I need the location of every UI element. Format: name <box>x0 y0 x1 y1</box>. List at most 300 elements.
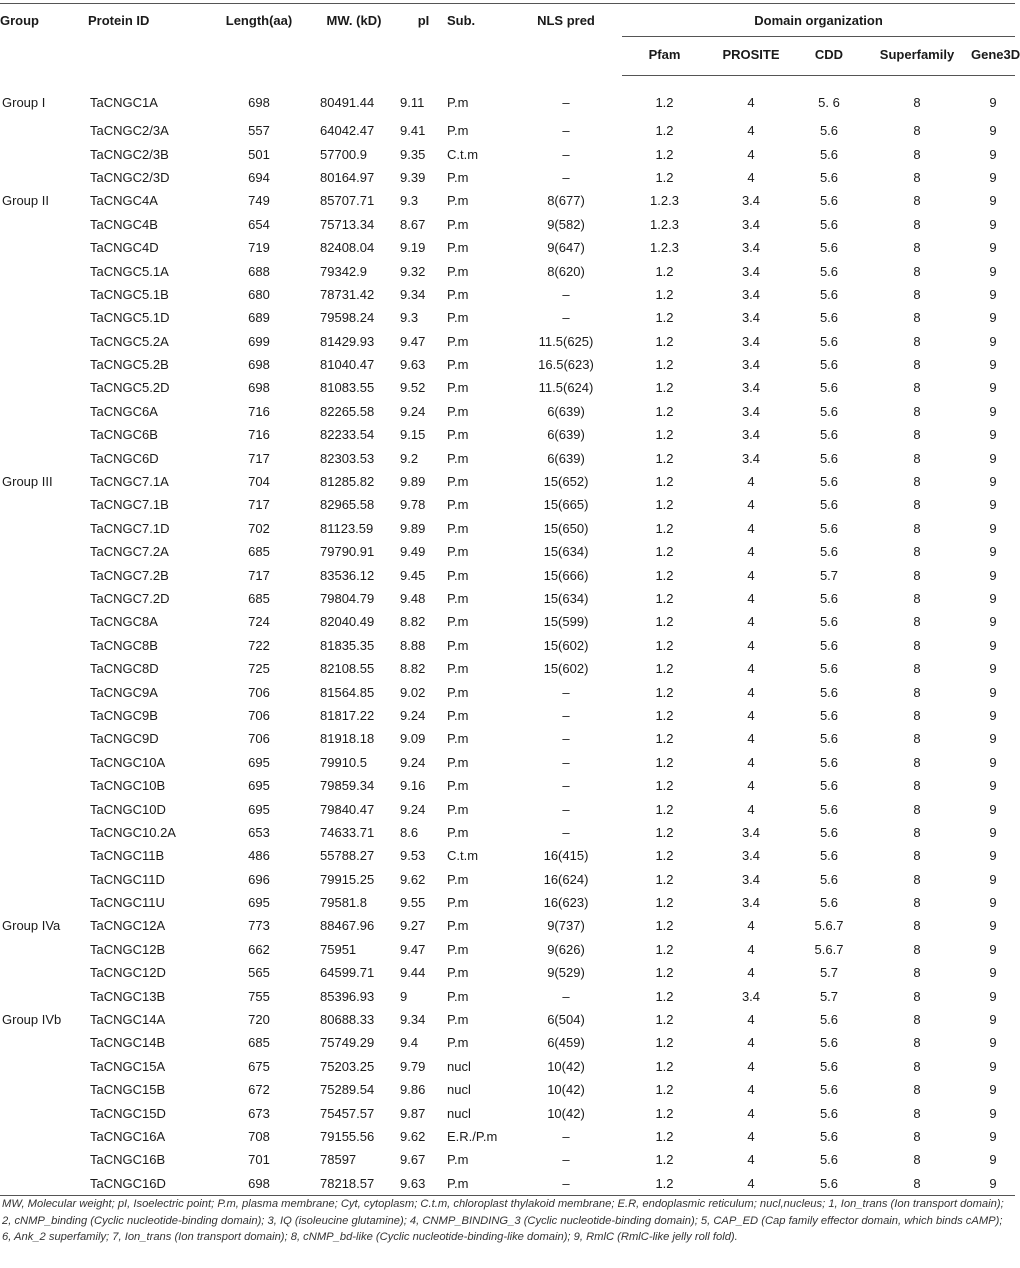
cdd-cell: 5.6 <box>819 707 839 723</box>
sub-cell: P.m <box>447 123 469 139</box>
gene3d-cell: 9 <box>989 380 997 396</box>
length-cell: 662 <box>248 941 270 957</box>
mw-cell: 64042.47 <box>320 123 375 139</box>
pfam-cell: 1.2 <box>655 1082 674 1098</box>
cdd-cell: 5.6 <box>819 380 839 396</box>
group-cell <box>0 119 88 142</box>
prosite-cell: 3.4 <box>741 310 761 326</box>
gene3d-cell: 9 <box>989 637 997 653</box>
table-row <box>0 751 1015 774</box>
table-row <box>0 1078 1015 1101</box>
sub-cell: P.m <box>447 1035 469 1051</box>
group-cell <box>0 400 88 423</box>
sub-cell: P.m <box>447 544 469 560</box>
nls-cell: 15(602) <box>543 637 589 653</box>
length-cell: 698 <box>248 357 270 373</box>
sub-cell: P.m <box>447 754 469 770</box>
prosite-cell: 4 <box>747 965 755 981</box>
nls-cell: 16(624) <box>543 871 589 887</box>
prosite-cell: 3.4 <box>741 988 761 1004</box>
sub-cell: P.m <box>447 661 469 677</box>
nls-cell: – <box>562 169 570 185</box>
mw-cell: 81429.93 <box>320 333 375 349</box>
mw-cell: 80491.44 <box>320 94 375 110</box>
pi-cell: 9.27 <box>400 918 426 934</box>
protein-id-cell: TaCNGC2/3B <box>90 146 169 162</box>
cdd-cell: 5.6 <box>819 450 839 466</box>
superfamily-cell: 8 <box>913 450 921 466</box>
pi-cell: 8.82 <box>400 661 426 677</box>
protein-id-cell: TaCNGC4D <box>90 240 159 256</box>
prosite-cell: 4 <box>747 1082 755 1098</box>
pfam-cell: 1.2 <box>655 1058 674 1074</box>
pi-cell: 9.24 <box>400 403 426 419</box>
superfamily-cell: 8 <box>913 871 921 887</box>
cdd-cell: 5.6 <box>819 286 839 302</box>
sub-cell: P.m <box>447 427 469 443</box>
table-row <box>0 76 1015 120</box>
prosite-cell: 4 <box>747 684 755 700</box>
group-cell: Group I <box>2 94 46 110</box>
group-cell <box>0 610 88 633</box>
gene3d-cell: 9 <box>971 1172 1015 1196</box>
sub-cell: nucl <box>447 1105 471 1121</box>
table-row <box>0 1172 1015 1196</box>
pi-cell: 8.88 <box>400 637 426 653</box>
pi-cell: 9.34 <box>400 286 426 302</box>
protein-id-cell: TaCNGC8A <box>90 614 158 630</box>
nls-cell: 16(415) <box>543 848 589 864</box>
length-cell: 749 <box>248 193 270 209</box>
protein-id-cell: TaCNGC11B <box>90 848 165 864</box>
group-cell <box>0 236 88 259</box>
gene3d-cell: 9 <box>989 965 997 981</box>
cdd-cell: 5.6 <box>819 146 839 162</box>
table-row <box>0 587 1015 610</box>
pfam-cell: 1.2 <box>655 1035 674 1051</box>
table-row <box>0 330 1015 353</box>
superfamily-cell: 8 <box>913 1082 921 1098</box>
pfam-cell: 1.2 <box>655 286 674 302</box>
gene3d-cell: 9 <box>989 895 997 911</box>
table-row <box>0 213 1015 236</box>
superfamily-cell: 8 <box>913 801 921 817</box>
length-cell: 716 <box>248 403 270 419</box>
length-cell: 565 <box>248 965 270 981</box>
prosite-cell: 3.4 <box>741 286 761 302</box>
mw-cell: 78731.42 <box>320 286 375 302</box>
pfam-cell: 1.2 <box>655 544 674 560</box>
mw-cell: 74633.71 <box>320 824 375 840</box>
nls-cell: 6(504) <box>547 1012 585 1028</box>
gene3d-cell: 9 <box>989 988 997 1004</box>
table-row <box>0 493 1015 516</box>
table-row <box>0 283 1015 306</box>
superfamily-cell: 8 <box>913 95 921 110</box>
length-cell: 557 <box>248 123 270 139</box>
length-cell: 695 <box>248 754 270 770</box>
prosite-cell: 4 <box>707 1172 795 1196</box>
protein-id-cell: TaCNGC7.2B <box>90 567 169 583</box>
group-cell <box>0 213 88 236</box>
gene3d-cell: 9 <box>989 286 997 302</box>
protein-id-cell: TaCNGC6D <box>90 450 159 466</box>
prosite-cell: 4 <box>747 637 755 653</box>
nls-cell: 10(42) <box>547 1058 585 1074</box>
prosite-cell: 4 <box>747 567 755 583</box>
cdd-cell: 5.6.7 <box>814 941 844 957</box>
length-cell: 717 <box>248 497 270 513</box>
gene3d-cell: 9 <box>989 1082 997 1098</box>
protein-id-cell: TaCNGC9D <box>90 731 159 747</box>
pfam-cell: 1.2 <box>655 941 674 957</box>
cdd-cell: 5.6 <box>819 1152 839 1168</box>
nls-cell: – <box>562 123 570 139</box>
superfamily-cell: 8 <box>913 661 921 677</box>
gene3d-cell: 9 <box>989 310 997 326</box>
cdd-cell: 5.7 <box>819 567 839 583</box>
protein-id-cell: TaCNGC2/3A <box>90 123 169 139</box>
cdd-cell: 5.6 <box>819 169 839 185</box>
pi-cell: 9.52 <box>400 380 426 396</box>
prosite-cell: 4 <box>747 95 755 110</box>
prosite-cell: 4 <box>747 123 755 139</box>
gene3d-cell: 9 <box>989 146 997 162</box>
table-row <box>0 540 1015 563</box>
group-cell <box>0 657 88 680</box>
sub-cell: P.m <box>447 707 469 723</box>
gene3d-cell: 9 <box>989 333 997 349</box>
pi-cell: 9.2 <box>400 450 419 466</box>
nls-cell: 16.5(623) <box>538 357 594 373</box>
group-cell <box>0 283 88 306</box>
prosite-cell: 4 <box>747 614 755 630</box>
protein-id-cell: TaCNGC15A <box>90 1058 166 1074</box>
group-cell <box>0 330 88 353</box>
gene3d-cell: 9 <box>989 544 997 560</box>
prosite-cell: 3.4 <box>741 895 761 911</box>
pfam-cell: 1.2 <box>655 965 674 981</box>
group-cell: Group IVb <box>2 1012 62 1028</box>
nls-cell: 15(666) <box>543 567 589 583</box>
cdd-cell: 5.6 <box>819 403 839 419</box>
prosite-cell: 3.4 <box>741 824 761 840</box>
protein-id-cell: TaCNGC7.1D <box>90 520 170 536</box>
sub-cell: E.R./P.m <box>447 1128 498 1144</box>
nls-cell: – <box>562 707 570 723</box>
pi-cell: 9.44 <box>400 965 426 981</box>
gene3d-cell: 9 <box>989 754 997 770</box>
sub-cell: P.m <box>447 1152 469 1168</box>
sub-cell: P.m <box>447 94 469 110</box>
protein-id-cell: TaCNGC8D <box>90 661 159 677</box>
sub-cell: P.m <box>447 614 469 630</box>
pi-cell: 9.49 <box>400 544 426 560</box>
prosite-cell: 3.4 <box>741 357 761 373</box>
table-row <box>0 868 1015 891</box>
pi-cell: 9.55 <box>400 895 426 911</box>
nls-cell: – <box>562 684 570 700</box>
table-row <box>0 1031 1015 1054</box>
sub-cell: nucl <box>447 1058 471 1074</box>
pi-cell: 9.63 <box>400 357 426 373</box>
pi-cell: 9.16 <box>400 778 426 794</box>
prosite-cell: 3.4 <box>741 240 761 256</box>
protein-id-cell: TaCNGC7.2D <box>90 591 170 606</box>
prosite-cell: 3.4 <box>741 450 761 466</box>
length-cell: 702 <box>248 520 270 536</box>
sub-cell: P.m <box>447 637 469 653</box>
length-cell: 672 <box>248 1082 270 1098</box>
mw-cell: 81918.18 <box>320 731 375 747</box>
superfamily-cell: 8 <box>913 731 921 747</box>
superfamily-cell: 8 <box>913 778 921 794</box>
length-cell: 717 <box>248 450 270 466</box>
group-cell <box>0 423 88 446</box>
pfam-cell: 1.2 <box>655 1152 674 1168</box>
table-row <box>0 189 1015 212</box>
gene3d-cell: 9 <box>989 427 997 443</box>
pi-cell: 9.3 <box>400 193 419 209</box>
header-superfamily: Superfamily <box>863 37 971 76</box>
gene3d-cell: 9 <box>989 614 997 630</box>
group-cell <box>0 142 88 165</box>
superfamily-cell: 8 <box>863 1172 971 1196</box>
table-row <box>0 610 1015 633</box>
pfam-cell: 1.2 <box>655 333 674 349</box>
sub-cell: P.m <box>447 778 469 794</box>
cdd-cell: 5.6 <box>819 801 839 817</box>
protein-id-cell: TaCNGC12B <box>90 941 166 957</box>
gene3d-cell: 9 <box>989 240 997 256</box>
sub-cell: P.m <box>447 895 469 911</box>
pi-cell: 9.24 <box>400 707 426 723</box>
cdd-cell: 5.6 <box>819 778 839 794</box>
pfam-cell: 1.2 <box>655 450 674 466</box>
nls-cell: – <box>562 146 570 162</box>
pi-cell: 9.67 <box>400 1152 426 1168</box>
length-cell: 695 <box>248 778 270 794</box>
mw-cell: 88467.96 <box>320 918 375 934</box>
mw-cell: 79155.56 <box>320 1128 375 1144</box>
nls-cell: 8(620) <box>547 263 585 279</box>
protein-id-cell: TaCNGC12A <box>90 918 166 934</box>
header-group: Group <box>0 4 88 76</box>
mw-cell: 81040.47 <box>320 357 375 373</box>
group-cell <box>0 1101 88 1124</box>
cdd-cell: 5.6 <box>819 895 839 911</box>
prosite-cell: 4 <box>747 1012 755 1028</box>
nls-cell: – <box>562 988 570 1004</box>
superfamily-cell: 8 <box>913 918 921 934</box>
nls-cell: – <box>562 824 570 840</box>
cdd-cell: 5.6 <box>819 871 839 887</box>
protein-id-cell: TaCNGC5.1A <box>90 263 169 279</box>
cdd-cell: 5.6 <box>795 1172 863 1196</box>
mw-cell: 55788.27 <box>320 848 375 864</box>
group-cell <box>0 704 88 727</box>
length-cell: 698 <box>210 1172 308 1196</box>
table-row <box>0 259 1015 282</box>
prosite-cell: 3.4 <box>741 193 761 209</box>
protein-id-cell: TaCNGC5.2B <box>90 357 169 373</box>
group-cell <box>0 446 88 469</box>
sub-cell: P.m <box>447 941 469 957</box>
length-cell: 695 <box>248 895 270 911</box>
superfamily-cell: 8 <box>913 614 921 630</box>
protein-id-cell: TaCNGC5.1D <box>90 310 170 326</box>
pfam-cell: 1.2.3 <box>650 193 679 209</box>
superfamily-cell: 8 <box>913 403 921 419</box>
gene3d-cell: 9 <box>989 1058 997 1074</box>
prosite-cell: 3.4 <box>741 871 761 887</box>
pi-cell: 9.45 <box>400 567 426 583</box>
cdd-cell: 5.6 <box>819 263 839 279</box>
mw-cell: 85707.71 <box>320 193 375 209</box>
superfamily-cell: 8 <box>913 146 921 162</box>
nls-cell: 9(647) <box>547 240 585 256</box>
pfam-cell: 1.2 <box>655 895 674 911</box>
length-cell: 755 <box>248 988 270 1004</box>
superfamily-cell: 8 <box>913 216 921 232</box>
superfamily-cell: 8 <box>913 941 921 957</box>
length-cell: 695 <box>248 801 270 817</box>
protein-id-cell: TaCNGC10A <box>90 754 166 770</box>
superfamily-cell: 8 <box>913 380 921 396</box>
mw-cell: 75749.29 <box>320 1035 375 1051</box>
prosite-cell: 3.4 <box>741 263 761 279</box>
cdd-cell: 5.6 <box>819 310 839 326</box>
prosite-cell: 4 <box>747 474 755 490</box>
nls-cell: 6(639) <box>547 427 585 443</box>
pfam-cell: 1.2 <box>655 1128 674 1144</box>
pfam-cell: 1.2 <box>655 357 674 373</box>
length-cell: 694 <box>248 169 270 185</box>
table-row <box>0 517 1015 540</box>
mw-cell: 82108.55 <box>320 661 375 677</box>
mw-cell: 80164.97 <box>320 169 375 185</box>
group-cell <box>0 984 88 1007</box>
table-row <box>0 376 1015 399</box>
mw-cell: 81817.22 <box>320 707 375 723</box>
prosite-cell: 4 <box>747 661 755 677</box>
nls-cell: 15(599) <box>543 614 589 630</box>
prosite-cell: 4 <box>747 941 755 957</box>
sub-cell: P.m <box>447 263 469 279</box>
gene3d-cell: 9 <box>989 591 997 606</box>
pi-cell: 9.39 <box>400 169 426 185</box>
pfam-cell: 1.2 <box>655 754 674 770</box>
gene3d-cell: 9 <box>989 474 997 490</box>
pfam-cell: 1.2.3 <box>650 240 679 256</box>
gene3d-cell: 9 <box>989 801 997 817</box>
cdd-cell: 5.6 <box>819 591 839 606</box>
protein-id-cell: TaCNGC1A <box>90 94 158 110</box>
mw-cell: 81285.82 <box>320 474 375 490</box>
pi-cell: 8.6 <box>400 824 419 840</box>
pi-cell: 9.15 <box>400 427 426 443</box>
group-cell <box>0 634 88 657</box>
pfam-cell: 1.2 <box>655 661 674 677</box>
mw-cell: 79840.47 <box>320 801 375 817</box>
sub-cell: P.m <box>447 216 469 232</box>
superfamily-cell: 8 <box>913 1105 921 1121</box>
prosite-cell: 4 <box>747 169 755 185</box>
table-row <box>0 680 1015 703</box>
pfam-cell: 1.2 <box>655 848 674 864</box>
header-cdd: CDD <box>795 37 863 76</box>
sub-cell: P.m <box>447 520 469 536</box>
superfamily-cell: 8 <box>913 1058 921 1074</box>
nls-cell: 10(42) <box>547 1082 585 1098</box>
protein-id-cell: TaCNGC16B <box>90 1152 166 1168</box>
header-prosite: PROSITE <box>707 37 795 76</box>
table-row <box>0 844 1015 867</box>
length-cell: 688 <box>248 263 270 279</box>
group-cell <box>0 306 88 329</box>
mw-cell: 82303.53 <box>320 450 375 466</box>
table-header <box>0 4 1020 76</box>
superfamily-cell: 8 <box>913 333 921 349</box>
pfam-cell: 1.2 <box>655 146 674 162</box>
group-cell <box>0 1031 88 1054</box>
mw-cell: 75289.54 <box>320 1082 375 1098</box>
cdd-cell: 5.6 <box>819 614 839 630</box>
mw-cell: 75457.57 <box>320 1105 375 1121</box>
cdd-cell: 5.6 <box>819 497 839 513</box>
group-cell <box>0 680 88 703</box>
prosite-cell: 4 <box>747 731 755 747</box>
group-cell <box>0 1078 88 1101</box>
cdd-cell: 5.6 <box>819 193 839 209</box>
pfam-cell: 1.2 <box>655 871 674 887</box>
group-cell <box>0 259 88 282</box>
sub-cell: P.m <box>447 193 469 209</box>
prosite-cell: 4 <box>747 1058 755 1074</box>
sub-cell: P.m <box>447 380 469 396</box>
sub-cell: P.m <box>447 240 469 256</box>
mw-cell: 75203.25 <box>320 1058 375 1074</box>
pi-cell: 9.89 <box>400 520 426 536</box>
pi-cell: 9.41 <box>400 123 426 139</box>
table-row <box>0 1055 1015 1078</box>
cdd-cell: 5.6 <box>819 637 839 653</box>
superfamily-cell: 8 <box>913 240 921 256</box>
protein-id-cell: TaCNGC15B <box>90 1082 166 1098</box>
gene3d-cell: 9 <box>989 871 997 887</box>
superfamily-cell: 8 <box>913 1035 921 1051</box>
group-cell <box>0 1148 88 1171</box>
pi-cell: 9.86 <box>400 1082 426 1098</box>
nls-cell: 10(42) <box>547 1105 585 1121</box>
sub-cell: P.m <box>447 731 469 747</box>
prosite-cell: 4 <box>747 778 755 794</box>
length-cell: 685 <box>248 591 270 606</box>
protein-id-cell: TaCNGC2/3D <box>90 169 170 185</box>
prosite-cell: 3.4 <box>741 848 761 864</box>
mw-cell: 81835.35 <box>320 637 375 653</box>
superfamily-cell: 8 <box>913 965 921 981</box>
cdd-cell: 5.6 <box>819 684 839 700</box>
pi-cell: 9.79 <box>400 1058 426 1074</box>
pfam-cell: 1.2 <box>655 310 674 326</box>
cdd-cell: 5.7 <box>819 988 839 1004</box>
length-cell: 698 <box>248 94 270 110</box>
superfamily-cell: 8 <box>913 427 921 443</box>
superfamily-cell: 8 <box>913 824 921 840</box>
gene3d-cell: 9 <box>989 1035 997 1051</box>
pfam-cell: 1.2 <box>655 614 674 630</box>
